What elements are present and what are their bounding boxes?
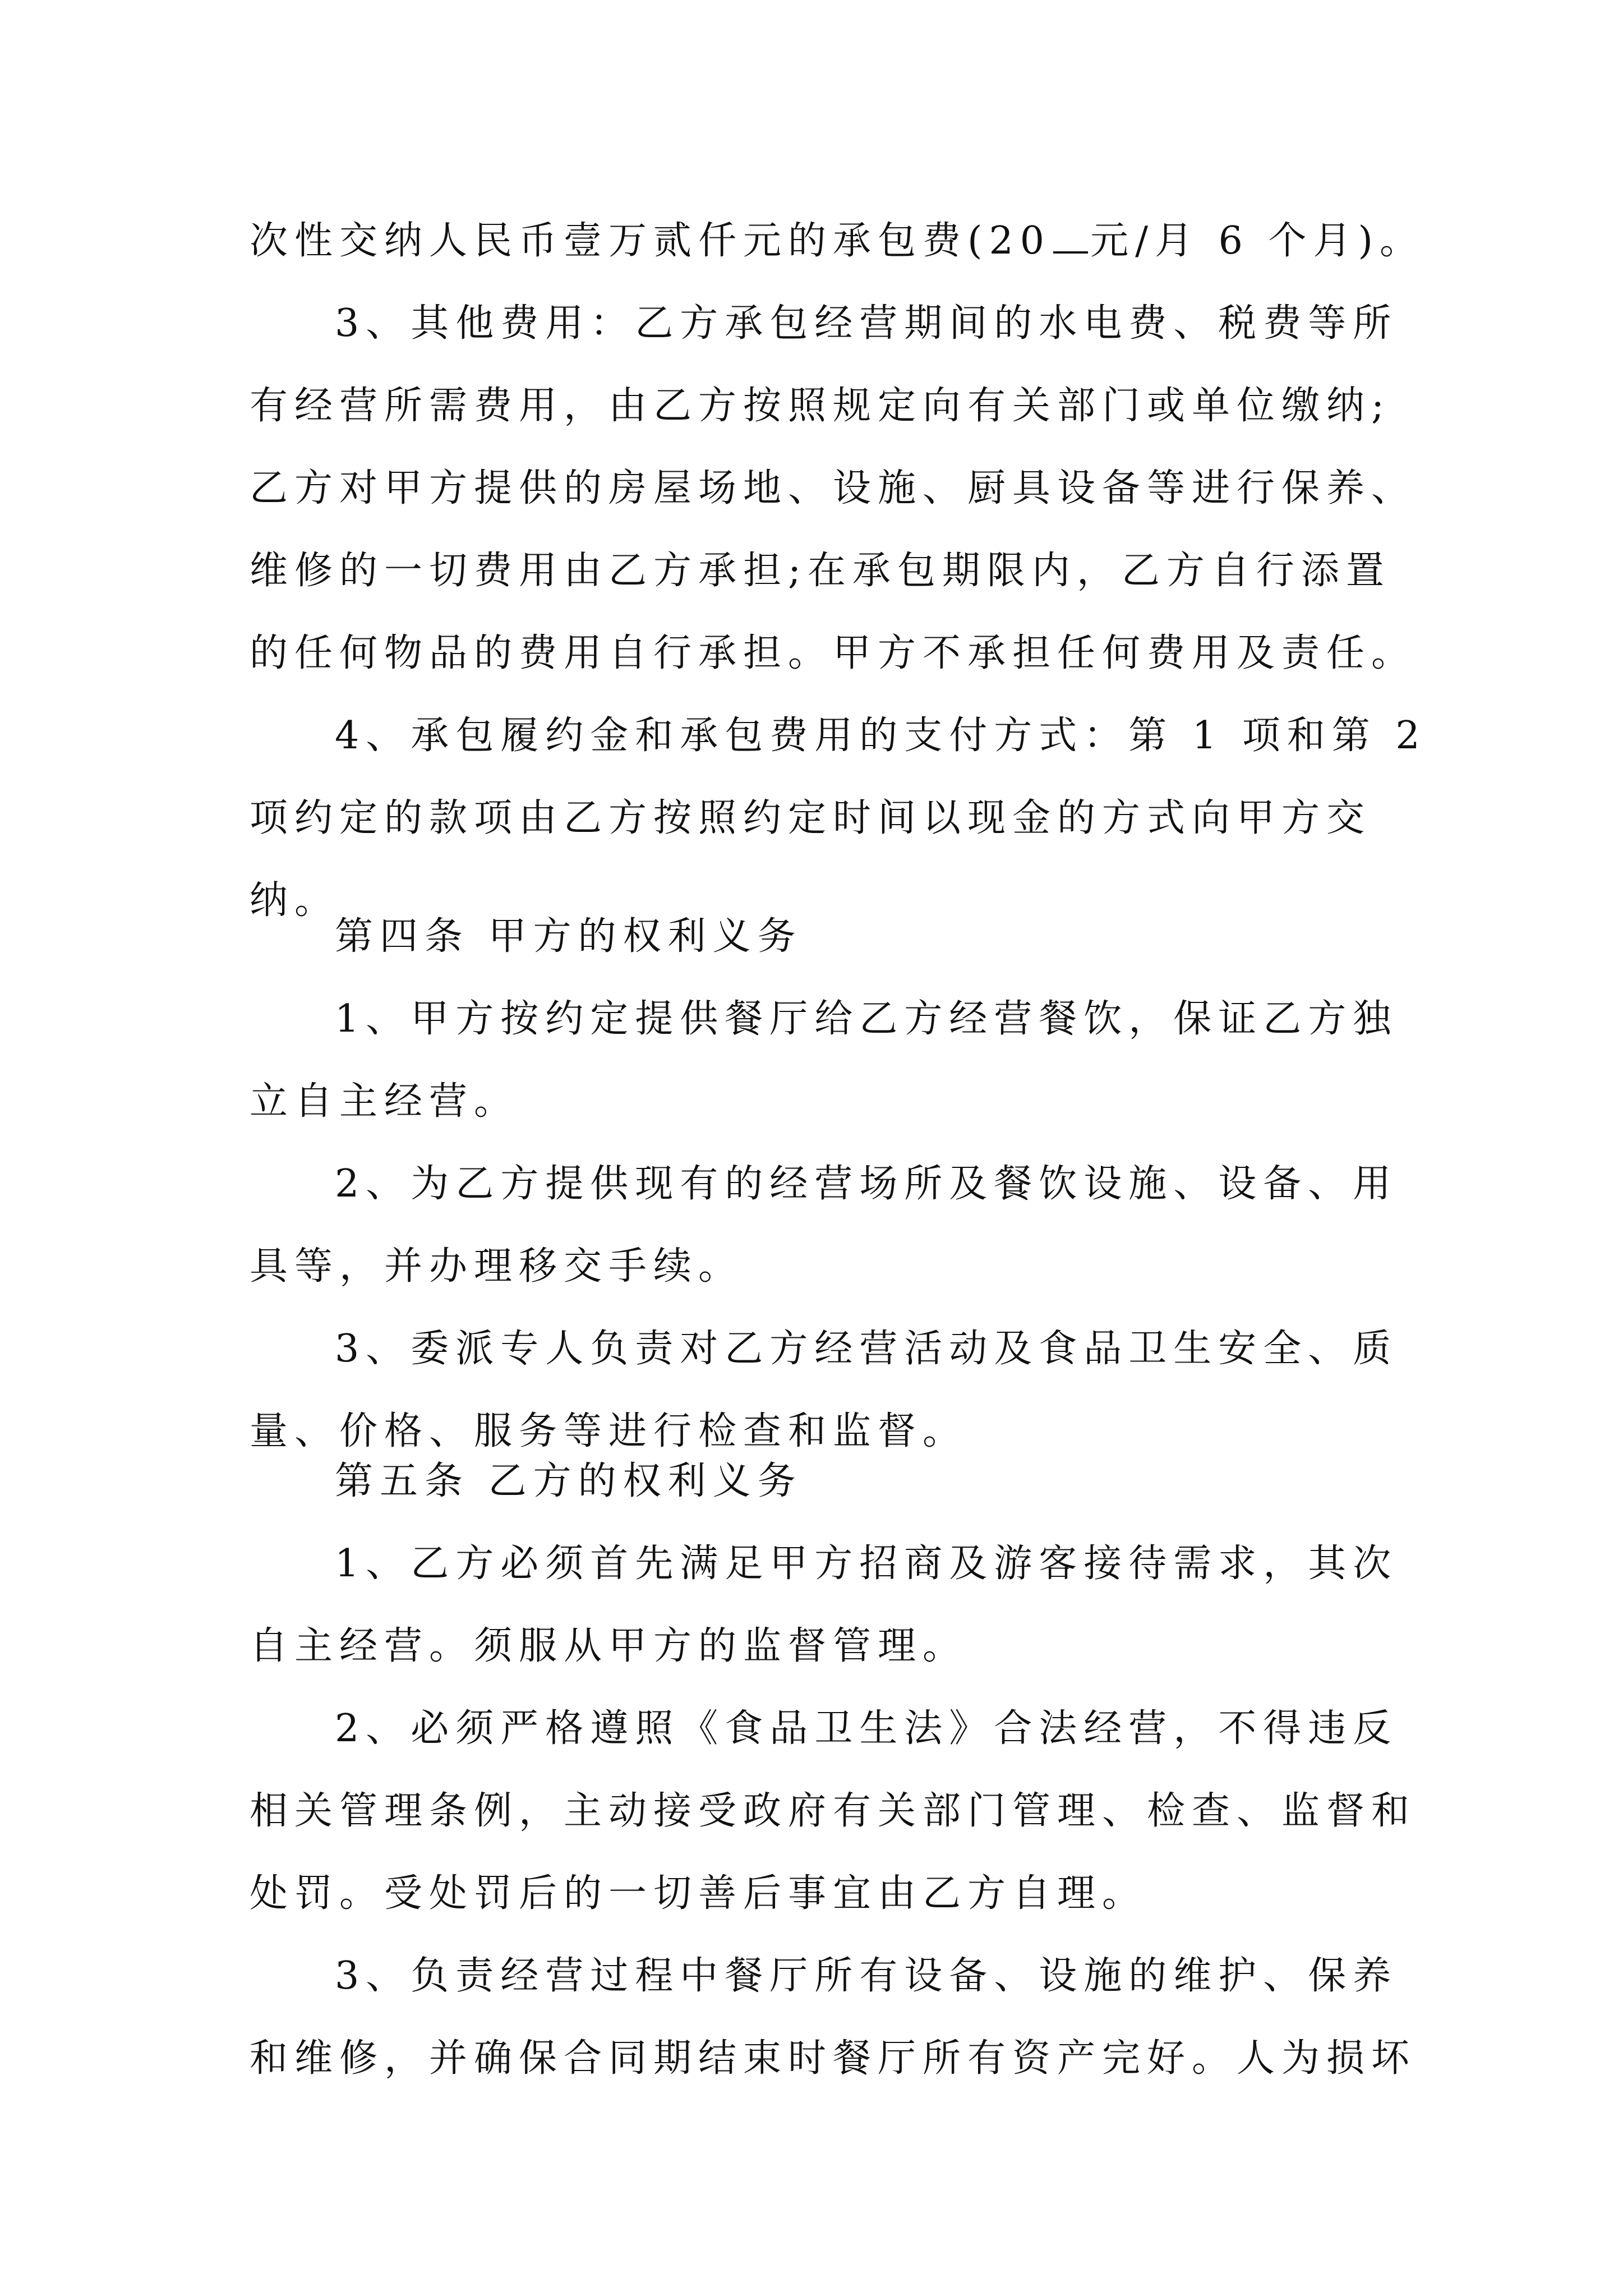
paragraph-line: 1、乙方必须首先满足甲方招商及游客接待需求，其次 — [335, 1542, 1398, 1586]
paragraph-line: 4、承包履约金和承包费用的支付方式：第 1 项和第 2 — [335, 714, 1427, 758]
text-line: 自主经营。须服从甲方的监督管理。 — [250, 1624, 968, 1668]
section-heading: 第五条 乙方的权利义务 — [335, 1459, 803, 1503]
text-line: 立自主经营。 — [250, 1079, 519, 1124]
text-line: 相关管理条例，主动接受政府有关部门管理、检查、监督和 — [250, 1789, 1417, 1833]
paragraph-line: 3、其他费用：乙方承包经营期间的水电费、税费等所 — [335, 301, 1398, 346]
section-heading: 第四条 甲方的权利义务 — [335, 914, 803, 959]
text-line: 的任何物品的费用自行承担。甲方不承担任何费用及责任。 — [250, 631, 1417, 675]
text-line: 纳。 — [250, 878, 340, 923]
text-line: 和维修，并确保合同期结束时餐厅所有资产完好。人为损坏 — [250, 2036, 1417, 2081]
paragraph-line: 3、负责经营过程中餐厅所有设备、设施的维护、保养 — [335, 1954, 1398, 1998]
paragraph-line: 2、必须严格遵照《食品卫生法》合法经营，不得违反 — [335, 1706, 1398, 1751]
paragraph-line: 2、为乙方提供现有的经营场所及餐饮设施、设备、用 — [335, 1162, 1398, 1206]
text-line: 处罚。受处罚后的一切善后事宜由乙方自理。 — [250, 1871, 1147, 1916]
paragraph-line: 3、委派专人负责对乙方经营活动及食品卫生安全、质 — [335, 1327, 1398, 1371]
text-fragment: 元/月 6 个月)。 — [1090, 219, 1424, 263]
text-fragment: 次性交纳人民币壹万贰仟元的承包费(20 — [250, 219, 1052, 263]
text-line — [250, 216, 1424, 266]
text-line: 具等，并办理移交手续。 — [250, 1244, 744, 1289]
paragraph-line: 1、甲方按约定提供餐厅给乙方经营餐饮，保证乙方独 — [335, 997, 1398, 1041]
blank-underline — [1053, 219, 1088, 254]
text-line: 乙方对甲方提供的房屋场地、设施、厨具设备等进行保养、 — [250, 466, 1417, 510]
text-line: 量、价格、服务等进行检查和监督。 — [250, 1409, 968, 1453]
text-line: 项约定的款项由乙方按照约定时间以现金的方式向甲方交 — [250, 796, 1372, 840]
text-line: 维修的一切费用由乙方承担;在承包期限内，乙方自行添置 — [250, 549, 1391, 593]
text-line: 有经营所需费用，由乙方按照规定向有关部门或单位缴纳; — [250, 384, 1391, 428]
